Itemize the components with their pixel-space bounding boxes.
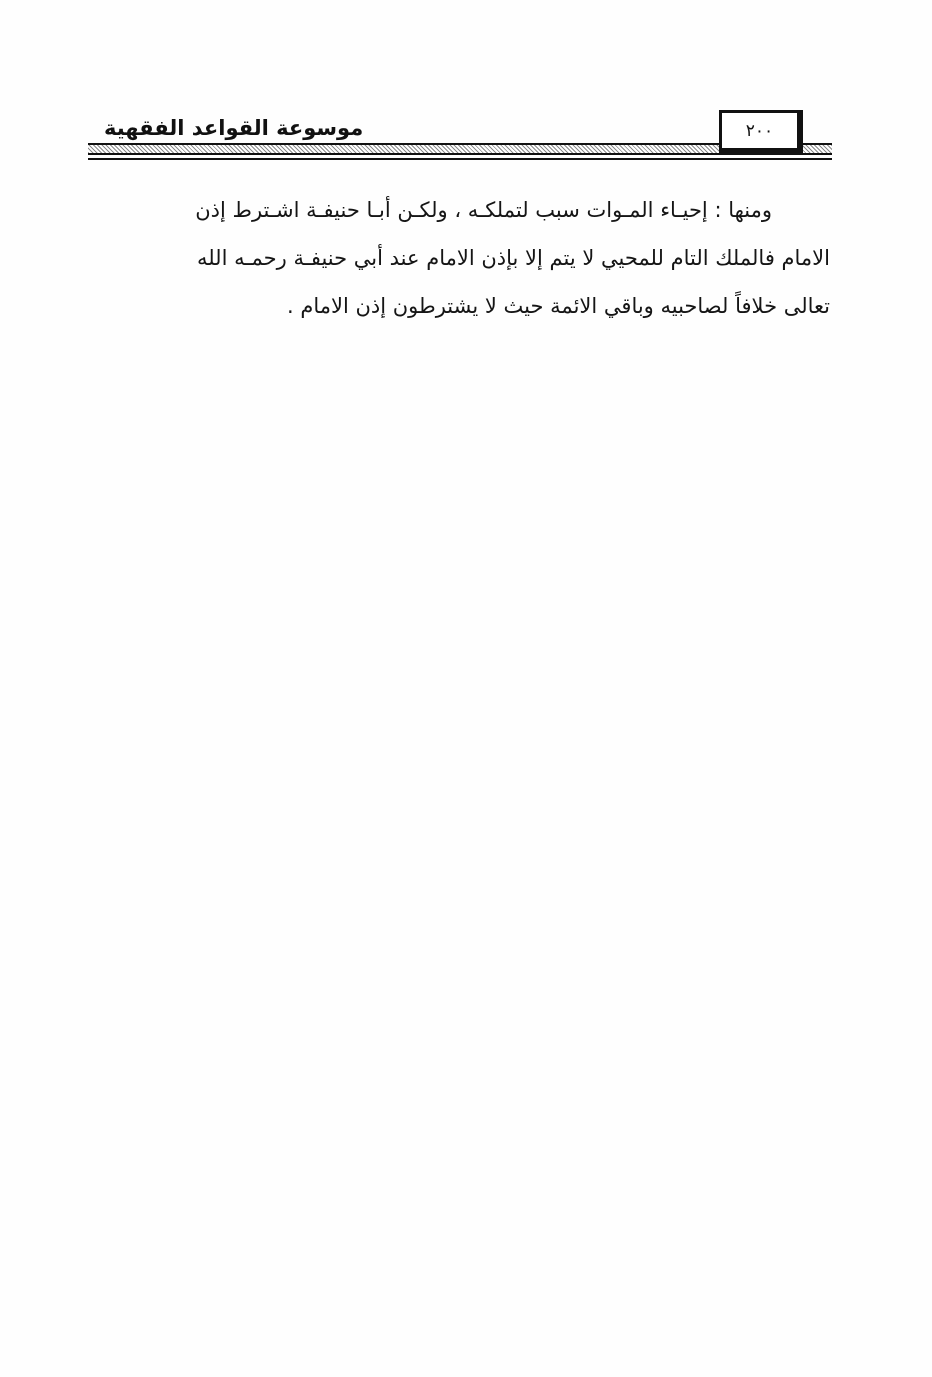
page-number-box xyxy=(719,110,803,154)
book-title: موسوعة القواعد الفقهية xyxy=(104,116,364,140)
header-thin-rule xyxy=(88,158,832,160)
page-number: ٢٠٠ xyxy=(745,120,774,141)
body-line: تعالى خلافاً لصاحبيه وباقي الائمة حيث لا يشترطون إذن الامام . xyxy=(286,294,830,318)
body-line: ومنها : إحيـاء المـوات سبب لتملكـه ، ولكـن أبـا حنيفـة اشـترط إذن xyxy=(195,198,772,222)
running-header xyxy=(88,108,832,166)
body-line: الامام فالملك التام للمحيي لا يتم إلا بإذن الامام عند أبي حنيفـة رحمـه الله xyxy=(196,246,830,270)
body-paragraph xyxy=(84,186,830,330)
